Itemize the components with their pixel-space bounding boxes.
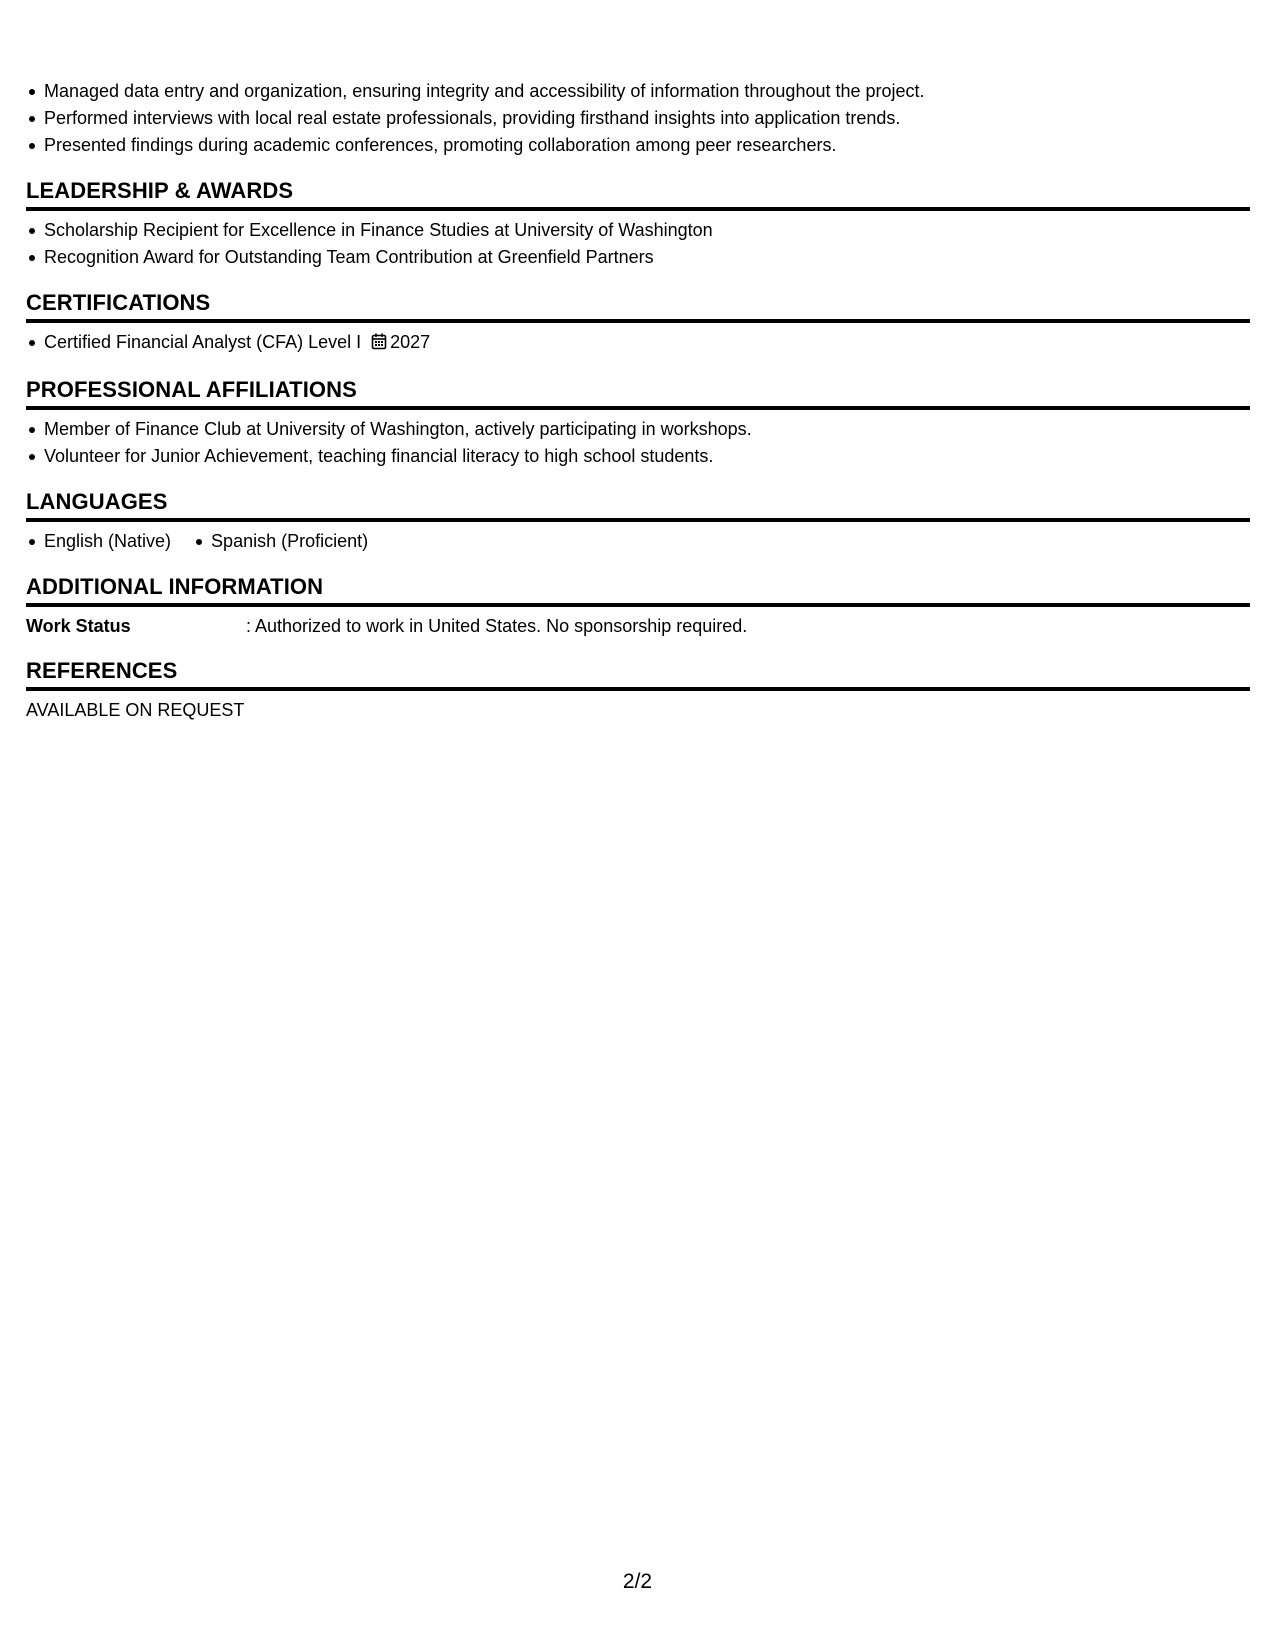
list-item: English (Native) — [44, 528, 171, 555]
work-status-label: Work Status — [26, 616, 131, 636]
page-number: 2/2 — [622, 1570, 653, 1593]
list-item: Performed interviews with local real estate professionals, providing firsthand insights into application trends. — [44, 105, 1250, 132]
leadership-list — [26, 217, 1250, 271]
work-status-value: : Authorized to work in United States. No sponsorship required. — [246, 616, 748, 636]
list-item: Presented findings during academic conferences, promoting collaboration among peer researchers. — [44, 132, 1250, 159]
certification-name: Certified Financial Analyst (CFA) Level I — [44, 332, 362, 352]
references-text: AVAILABLE ON REQUEST — [26, 700, 245, 720]
list-item: Scholarship Recipient for Excellence in Finance Studies at University of Washington — [44, 217, 1250, 244]
section-title: PROFESSIONAL AFFILIATIONS — [26, 376, 1250, 410]
additional-info-section — [26, 573, 1250, 639]
references-section — [26, 657, 1250, 723]
section-title: CERTIFICATIONS — [26, 289, 1250, 323]
section-title: ADDITIONAL INFORMATION — [26, 573, 1250, 607]
languages-list — [26, 528, 1250, 555]
affiliations-section — [26, 376, 1250, 470]
section-title: LANGUAGES — [26, 488, 1250, 522]
list-item: Member of Finance Club at University of Washington, actively participating in workshops. — [44, 416, 1250, 443]
leadership-section — [26, 177, 1250, 271]
certifications-list — [26, 329, 1250, 358]
languages-section — [26, 488, 1250, 555]
affiliations-list — [26, 416, 1250, 470]
section-title: REFERENCES — [26, 657, 1250, 691]
work-status-row — [26, 613, 1250, 639]
resume-page — [26, 78, 1250, 723]
certification-year: 2027 — [390, 332, 431, 352]
list-item: Managed data entry and organization, ensuring integrity and accessibility of information throughout the project. — [44, 78, 1250, 105]
section-title: LEADERSHIP & AWARDS — [26, 177, 1250, 211]
list-item: Volunteer for Junior Achievement, teaching financial literacy to high school students. — [44, 443, 1250, 470]
calendar-icon — [371, 331, 387, 358]
list-item: Recognition Award for Outstanding Team Contribution at Greenfield Partners — [44, 244, 1250, 271]
list-item — [44, 329, 1250, 358]
list-item: Spanish (Proficient) — [211, 528, 368, 555]
experience-bullet-list — [26, 78, 1250, 159]
certifications-section — [26, 289, 1250, 358]
